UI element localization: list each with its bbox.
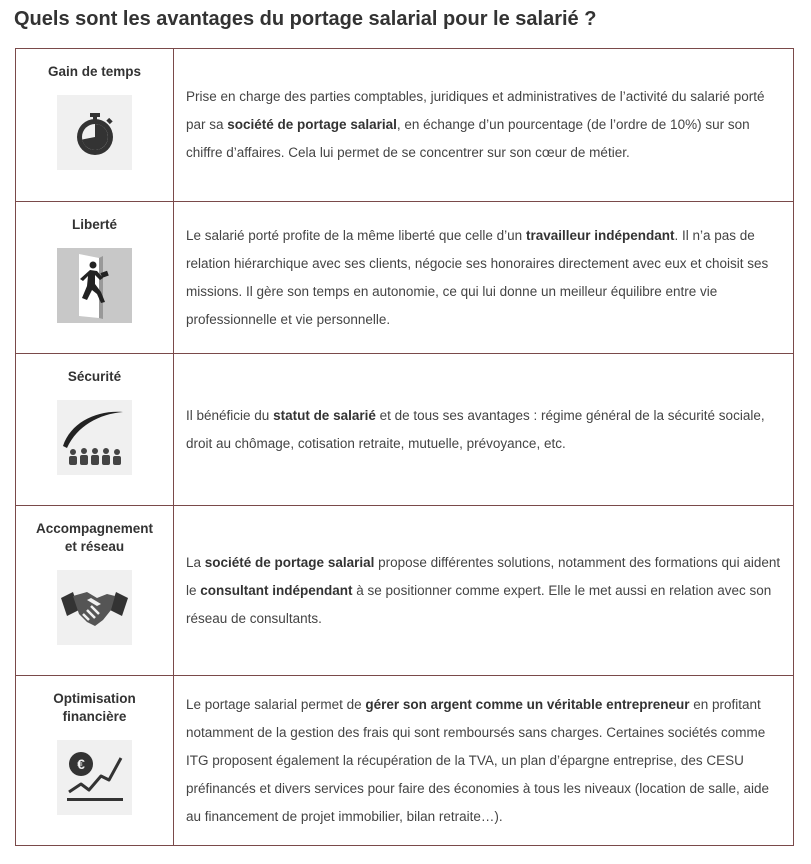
row-title: Optimisation financière <box>53 691 136 724</box>
row-description-cell <box>174 49 794 202</box>
euro-growth-chart-icon <box>57 740 132 815</box>
row-label-cell <box>16 354 174 506</box>
row-description: Prise en charge des parties comptables, juridiques et administratives de l’activité du salarié porté par sa société de portage salarial, en échange d’un pourcentage (de l’ordre de 10%) sur son chiffre d’affaires. Cela lui permet de se concentrer sur son cœur de métier. <box>186 89 765 160</box>
row-description: Le portage salarial permet de gérer son argent comme un véritable entrepreneur en profitant notamment de la gestion des frais qui sont remboursés sans charges. Certaines sociétés comme ITG proposent également la récupération de la TVA, un plan d’épargne entreprise, des CESU préfinancés et divers services pour faire des économies à tous les niveaux (location de salle, aide au financement de projet immobilier, bilan retraite…). <box>186 696 770 824</box>
row-title: Accompagnement et réseau <box>35 521 154 554</box>
table-row <box>16 676 794 846</box>
row-description-cell <box>174 676 794 846</box>
row-description: Le salarié porté profite de la même liberté que celle d’un travailleur indépendant. Il n’a pas de relation hiérarchique avec ses clients, négocie ses honoraires directement avec eux et choisit ses missions. Il gère son temps en autonomie, ce qui lui donne un meilleur équilibre entre vie professionnelle et vie personnelle. <box>186 227 769 327</box>
stopwatch-icon <box>57 95 132 170</box>
row-title: Sécurité <box>67 369 122 384</box>
row-title: Gain de temps <box>47 64 142 79</box>
page-title: Quels sont les avantages du portage salarial pour le salarié ? <box>14 8 597 30</box>
table-row <box>16 506 794 676</box>
advantages-table <box>15 48 794 846</box>
row-description-cell <box>174 202 794 354</box>
table-row <box>16 49 794 202</box>
row-label-cell <box>16 506 174 676</box>
row-description-cell <box>174 354 794 506</box>
row-label-cell <box>16 676 174 846</box>
row-label-cell <box>16 202 174 354</box>
svg-text:€: € <box>77 756 85 772</box>
group-protection-icon <box>57 400 132 475</box>
table-row <box>16 354 794 506</box>
row-label-cell <box>16 49 174 202</box>
row-description: La société de portage salarial propose différentes solutions, notamment des formations qui aident le consultant indépendant à se positionner comme expert. Elle le met aussi en relation avec son réseau de consultants. <box>186 554 781 626</box>
handshake-icon <box>57 570 132 645</box>
running-out-door-icon <box>57 248 132 323</box>
table-row <box>16 202 794 354</box>
row-description-cell <box>174 506 794 676</box>
row-description: Il bénéficie du statut de salarié et de tous ses avantages : régime général de la sécurité sociale, droit au chômage, cotisation retraite, mutuelle, prévoyance, etc. <box>186 407 765 451</box>
row-title: Liberté <box>71 217 117 232</box>
